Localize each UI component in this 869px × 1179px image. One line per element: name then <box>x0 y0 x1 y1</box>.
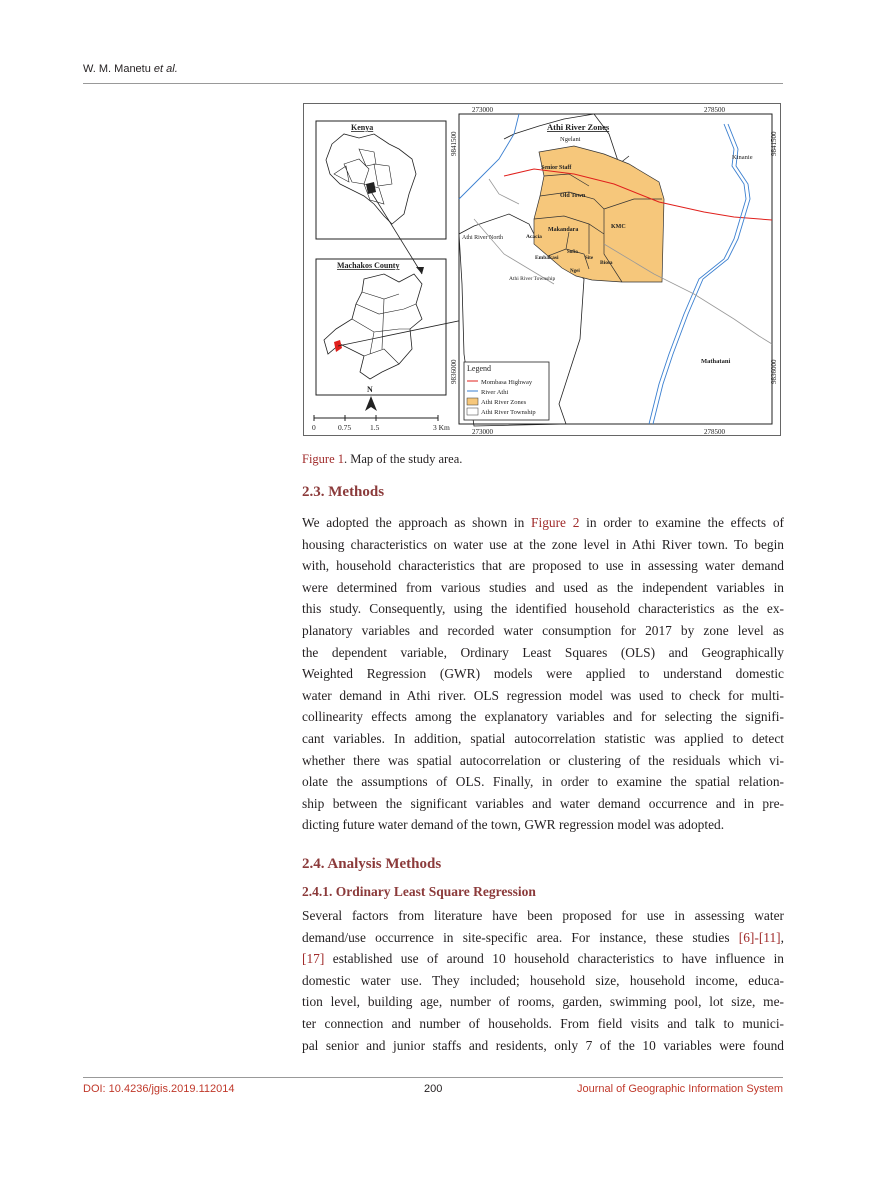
zone-label-acacia: Acacia <box>526 234 542 240</box>
paragraph-line: domestic water use. They included; household size, household income, educa- <box>302 972 784 988</box>
figure-caption-text: . Map of the study area. <box>344 452 463 466</box>
coord-x-right-bottom: 278500 <box>704 428 725 436</box>
legend-swatch-zones <box>467 398 478 405</box>
paragraph-line: [17] established use of around 10 household characteristics to have influence in <box>302 951 784 967</box>
paragraph-line: Several factors from literature have been proposed for use in assessing water <box>302 908 784 923</box>
coord-y-bottom-right: 9836000 <box>770 359 778 384</box>
paragraph-line: ter connection and number of households. From field visits and talk to munici- <box>302 1015 784 1031</box>
methods-paragraph <box>302 512 784 836</box>
citation-17-link[interactable]: [17] <box>302 951 325 967</box>
paragraph-line: We adopted the approach as shown in Figure 2 in order to examine the effects of <box>302 515 784 530</box>
figure-2-link[interactable]: Figure 2 <box>531 515 580 530</box>
paragraph-line: housing characteristics on water use at the zone level in Athi River town. To begin <box>302 536 784 552</box>
scale-label-0: 0 <box>312 423 316 432</box>
label-kinanie: Kinanie <box>732 154 753 161</box>
north-label: N <box>367 385 373 394</box>
ols-paragraph <box>302 905 784 1056</box>
paragraph-line: ship between the significant variables and water demand occurrence and in pre- <box>302 795 784 811</box>
label-athi-river-township: Athi River Township <box>509 276 556 282</box>
footer-journal-link[interactable]: Journal of Geographic Information System <box>576 1083 783 1095</box>
running-header-author: W. M. Manetu et al. <box>83 63 178 75</box>
footer-page-number: 200 <box>424 1083 443 1095</box>
scale-label-3: 3 Km <box>433 423 450 432</box>
zone-label-biota: Biota <box>600 260 613 266</box>
coord-x-left-bottom: 273000 <box>472 428 493 436</box>
coord-y-top-left: 9841500 <box>450 131 458 156</box>
paragraph-line: were determined from various studies and used as the independent variables in <box>302 579 784 595</box>
label-mathatani: Mathatani <box>701 358 731 365</box>
paragraph-line: dicting future water demand of the town, GWR regression model was adopted. <box>302 817 725 833</box>
scale-label-1: 0.75 <box>338 423 352 432</box>
legend-label-highway: Mombasa Highway <box>481 379 533 386</box>
paragraph-line: olate the assumptions of OLS. Finally, in order to examine the spatial relation- <box>302 774 784 790</box>
coord-y-top-right: 9841500 <box>770 131 778 156</box>
zone-label-ngei: Ngei <box>570 269 580 274</box>
map-title: Athi River Zones <box>547 122 610 132</box>
paragraph-line: water demand in Athi river. OLS regression model was used to check for multi- <box>302 687 784 703</box>
subsection-heading-ols: 2.4.1. Ordinary Least Square Regression <box>302 884 536 899</box>
zone-label-site: Site <box>585 256 594 261</box>
paragraph-line: the dependent variable, Ordinary Least Squares (OLS) and Geographically <box>302 644 784 660</box>
legend-label-zones: Athi River Zones <box>481 399 527 406</box>
zone-label-sofia: Sofia <box>567 250 578 255</box>
kenya-label: Kenya <box>351 123 374 132</box>
paragraph-line: cant variables. In addition, spatial autocorrelation statistic was applied to detect <box>302 730 784 746</box>
zone-label-embakasi: Embakasi <box>535 255 559 261</box>
paragraph-line: whether there was spatial autocorrelation or clustering of the residuals which vi- <box>302 752 784 768</box>
label-athi-river-north: Athi River North <box>462 235 503 241</box>
scale-label-2: 1.5 <box>370 423 380 432</box>
legend-label-township: Athi River Township <box>481 409 536 416</box>
zone-label-makandara: Makandara <box>548 227 579 233</box>
paragraph-line: demand/use occurrence in site-specific area. For instance, these studies [6]-[11], <box>302 929 784 945</box>
coord-x-right-top: 278500 <box>704 106 725 114</box>
legend-swatch-township <box>467 408 478 415</box>
paragraph-line: pal senior and junior staffs and residents, only 7 of the 10 variables were found <box>302 1037 784 1053</box>
zone-label-kmc: KMC <box>611 224 626 230</box>
citation-6-11-link[interactable]: [6]-[11] <box>738 929 781 945</box>
section-heading-analysis-methods: 2.4. Analysis Methods <box>302 856 442 872</box>
zone-label-old-town: Old Town <box>560 193 586 199</box>
footer-doi-link[interactable]: DOI: 10.4236/jgis.2019.112014 <box>83 1083 235 1095</box>
header-rule <box>83 83 783 84</box>
paragraph-line: collinearity effects among the explanatory variables and for selecting the signifi- <box>302 709 784 725</box>
coord-y-bottom-left: 9836000 <box>450 359 458 384</box>
footer-rule <box>83 1077 783 1078</box>
paragraph-line: with, household characteristics that are proposed to use in assessing water demand <box>302 558 784 574</box>
paragraph-line: planatory variables and recorded water consumption for 2017 by zone level as <box>302 622 784 638</box>
legend-title: Legend <box>467 364 491 373</box>
zone-label-ngelani: Ngelani <box>560 136 581 143</box>
paragraph-line: this study. Consequently, using the identified household characteristics as the ex- <box>302 601 784 617</box>
machakos-label: Machakos County <box>337 261 400 270</box>
study-area-map-figure <box>303 103 781 436</box>
study-area-map <box>304 104 782 437</box>
figure-caption-label[interactable]: Figure 1 <box>302 452 345 466</box>
zone-label-senior-staff: Senior Staff <box>541 165 572 171</box>
north-arrow-icon <box>365 396 377 411</box>
paragraph-line: Weighted Regression (GWR) models were applied to understand domestic <box>302 666 784 682</box>
figure-caption <box>302 452 462 467</box>
coord-x-left-top: 273000 <box>472 106 493 114</box>
section-heading-methods: 2.3. Methods <box>302 484 385 500</box>
paragraph-line: tion level, building age, number of rooms, garden, swimming pool, lot size, me- <box>302 994 784 1010</box>
legend-label-river: River Athi <box>481 389 509 396</box>
